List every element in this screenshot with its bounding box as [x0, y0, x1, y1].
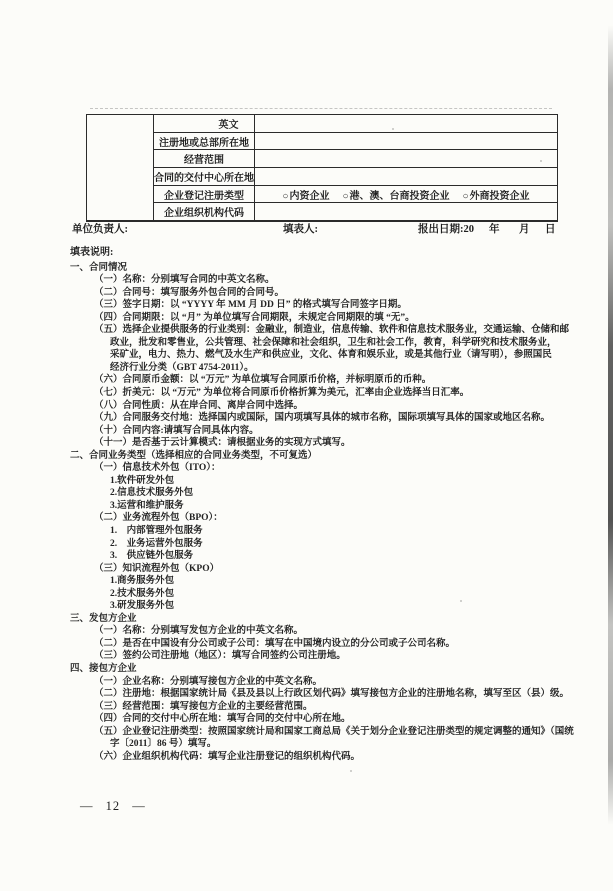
instruction-line: （四）合同的交付中心所在地：填写合同的交付中心所在地。: [94, 714, 351, 725]
instruction-line: （九）合同服务交付地：选择国内或国际，国内项填写具体的城市名称，国际项填写具体的国家或地区名称。: [94, 413, 551, 424]
radio-button-icon: ○: [342, 190, 349, 202]
radio-button-icon: ○: [282, 190, 289, 202]
row-label-english: 英文: [218, 119, 239, 131]
instruction-line: 1.商务服务外包: [110, 576, 175, 587]
instruction-line: （五）选择企业提供服务的行业类别：金融业，制造业，信息传输、软件和信息技术服务业，交通运输、仓储和邮: [94, 325, 570, 336]
page-number: — 12 —: [80, 799, 146, 813]
day-label: 日: [545, 224, 556, 235]
instruction-line: （二）注册地：根据国家统计局《县及县以上行政区划代码》填写接包方企业的注册地名称，填写至区（县）级。: [94, 689, 570, 700]
table-row-business-scope: [154, 149, 557, 167]
row-label-business-scope: 经营范围: [184, 155, 224, 167]
instruction-line: （一）名称：分别填写发包方企业的中英文名称。: [94, 626, 304, 637]
delivery-center-field: [255, 168, 557, 185]
table-row-organization-code: [154, 202, 557, 220]
instruction-line: （三）经营范围：填写接包方企业的主要经营范围。: [94, 701, 313, 712]
preparer-label: 填表人:: [283, 224, 318, 235]
instruction-line: （六）合同原币金额：以 “万元” 为单位填写合同原币价格，并标明原币的币种。: [94, 375, 432, 386]
instruction-line: （十一）是否基于云计算模式：请根据业务的实现方式填写。: [94, 438, 351, 449]
instruction-line: 3. 供应链外包服务: [110, 551, 194, 562]
registration-type-options: [255, 186, 557, 203]
instruction-line: （十）合同内容:请填写合同具体内容。: [94, 425, 259, 436]
report-date-label: 报出日期:20: [418, 224, 474, 235]
instruction-line: （七）折美元：以 “万元” 为单位将合同原币价格折算为美元，汇率由企业选择当日汇率。: [94, 387, 470, 398]
instruction-line: 3.运营和维护服务: [110, 500, 184, 511]
instruction-line: 1. 内部管理外包服务: [110, 525, 203, 536]
instruction-line: （五）企业登记注册类型：按照国家统计局和国家工商总局《关于划分企业登记注册类型的规定调整的通知》（国统: [94, 726, 574, 737]
instruction-line: 三、发包方企业: [70, 613, 137, 624]
unit-head-label: 单位负责人:: [72, 224, 128, 235]
registered-location-field: [255, 133, 557, 150]
instruction-line: 四、接包方企业: [70, 664, 137, 674]
scan-edge-artifact: [608, 25, 613, 825]
instruction-line: （四）合同期限：以 “月” 为单位填写合同期限，未规定合同期限的填 “无”。: [94, 312, 415, 323]
instruction-line: 2. 业务运营外包服务: [110, 538, 203, 549]
row-label-organization-code: 企业组织机构代码: [164, 208, 244, 220]
instructions-title: 填表说明:: [70, 247, 114, 258]
table-row-registration-type: [154, 185, 557, 203]
radio-button-icon: ○: [462, 190, 469, 202]
radio-option-domestic: [282, 187, 329, 202]
table-row-registered-location: [154, 132, 557, 150]
instruction-line: （三）知识流程外包（KPO）: [94, 563, 220, 574]
table-row-english-name: [154, 115, 557, 132]
instruction-line: 1.软件研发外包: [110, 475, 175, 486]
instruction-line: 二、合同业务类型（选择相应的合同业务类型，不可复选）: [70, 450, 318, 461]
instruction-line: 字〔2011〕86 号）填写。: [110, 739, 217, 750]
instruction-line: （一）名称：分别填写合同的中英文名称。: [94, 275, 275, 286]
merged-blank-column: [87, 115, 154, 220]
radio-option-label: 港、澳、台商投资企业: [349, 190, 450, 202]
business-scope-field: [255, 150, 557, 167]
form-instructions: [60, 246, 608, 763]
row-label-registration-type: 企业登记注册类型: [164, 190, 244, 202]
instruction-line: （六）企业组织机构代码：填写企业注册登记的组织机构代码。: [94, 751, 361, 762]
radio-option-label: 外商投资企业: [469, 190, 530, 202]
row-label-delivery-center: 合同的交付中心所在地: [154, 172, 254, 184]
english-name-field: [255, 115, 557, 132]
instruction-line: （二）业务流程外包（BPO）：: [94, 513, 223, 524]
instruction-line: （一）企业名称：分别填写接包方企业的中英文名称。: [94, 676, 323, 687]
instruction-line: （二）合同号：填写服务外包合同的合同号。: [94, 287, 285, 298]
contract-form-table: [86, 114, 558, 222]
radio-option-foreign: [463, 187, 530, 202]
table-row-delivery-center: [154, 167, 557, 185]
instruction-line: （二）是否在中国设有分公司或子公司：填写在中国境内设立的分公司或子公司名称。: [94, 638, 456, 649]
radio-option-label: 内资企业: [289, 190, 330, 202]
instruction-line: （三）签字日期：以 “YYYY 年 MM 月 DD 日” 的格式填写合同签字日期。: [94, 300, 407, 311]
instruction-line: 一、合同情况: [70, 262, 128, 273]
instruction-line: （一）信息技术外包（ITO）：: [94, 463, 221, 474]
cutoff-table-line: [90, 108, 552, 109]
instruction-line: （三）签约公司注册地（地区）：填写合同签约公司注册地。: [94, 651, 346, 662]
instruction-lines: [60, 262, 608, 764]
instruction-line: 采矿业，电力、热力、燃气及水生产和供应业，文化、体育和娱乐业，或是其他行业（请写明），参照国民: [110, 350, 552, 361]
radio-option-hk-mo-tw: [342, 187, 449, 202]
row-label-registered-location: 注册地或总部所在地: [159, 137, 249, 149]
instruction-line: 政业，批发和零售业，公共管理、社会保障和社会组织，卫生和社会工作，教育，科学研究和技术服务业，: [110, 337, 557, 348]
instruction-line: 2.信息技术服务外包: [110, 488, 194, 499]
year-label: 年: [489, 224, 500, 235]
scan-speck: [350, 770, 352, 772]
instruction-line: 3.研发服务外包: [110, 601, 175, 612]
instruction-line: （八）合同性质：从在岸合同、离岸合同中选择。: [94, 400, 304, 411]
month-label: 月: [519, 224, 530, 235]
instruction-line: 经济行业分类（GBT 4754-2011）。: [110, 362, 254, 373]
instruction-line: 2.技术服务外包: [110, 588, 175, 599]
organization-code-field: [255, 203, 557, 220]
